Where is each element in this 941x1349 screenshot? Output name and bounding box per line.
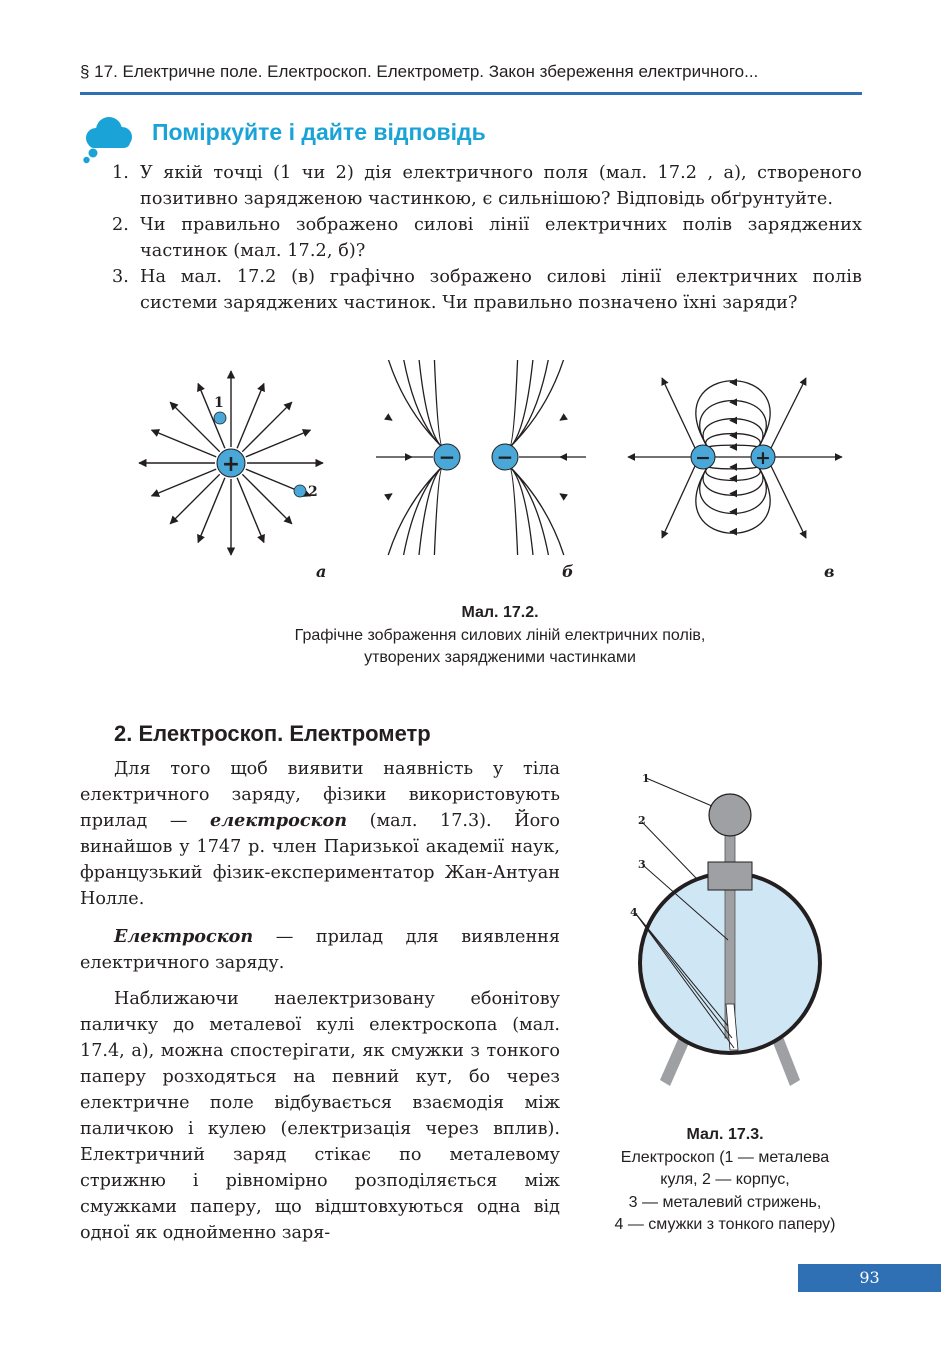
section-title: 2. Електроскоп. Електрометр xyxy=(114,721,431,746)
term-emphasis: Електроскоп xyxy=(114,926,254,947)
label-1: 1 xyxy=(642,772,650,785)
figure-letter-a: а xyxy=(316,562,327,581)
field-line xyxy=(242,402,291,451)
field-line xyxy=(509,466,518,555)
page-number: 93 xyxy=(798,1264,941,1292)
question-list xyxy=(112,160,862,316)
question-text: На мал. 17.2 (в) графічно зображено силові лінії електричних полів системи заряджених частинок. Чи правильно позначено їхні заряди? xyxy=(140,267,862,313)
field-line xyxy=(237,478,264,543)
charge-sign: − xyxy=(438,445,456,469)
field-line xyxy=(170,474,219,523)
label-2: 2 xyxy=(638,814,646,827)
term-emphasis: електроскоп xyxy=(210,810,347,831)
running-head: § 17. Електричне поле. Електроскоп. Електрометр. Закон збереження електричного... xyxy=(80,62,759,81)
field-line xyxy=(509,360,518,448)
field-line xyxy=(152,430,217,457)
point-1-marker xyxy=(214,412,226,424)
field-arrow xyxy=(560,417,565,420)
question-text: Чи правильно зображено силові лінії електричних полів заряджених частинок (мал. 17.2, б)? xyxy=(140,215,862,261)
field-line xyxy=(434,360,443,448)
charge-sign: + xyxy=(755,447,771,469)
charge-negative-b-right xyxy=(492,444,518,470)
point-2-label: 2 xyxy=(308,484,318,500)
caption-line: куля, 2 — корпус, xyxy=(660,1171,790,1188)
diagram-c-dipole xyxy=(628,378,842,538)
field-line xyxy=(237,384,264,449)
paragraph-text: Наближаючи наелектризовану ебонітову паличку до металевої кулі електроскопа (мал. 17.4, а), можна спостерігати, як смужки з тонкого паперу розходяться на певний кут, бо через електричне поле відбувається взаємодія між паличкою і кулею (електризація через вплив). Електричний заряд стікає по металевому стрижню і рівномірно розподіляється між смужками паперу, що відштовхуються одна від одної як однойменно заря- xyxy=(80,989,560,1243)
question-item xyxy=(112,212,862,264)
field-line xyxy=(170,402,219,451)
think-box-title: Поміркуйте і дайте відповідь xyxy=(152,119,486,145)
question-number: 3. xyxy=(112,267,129,287)
caption-line: Графічне зображення силових ліній електричних полів, xyxy=(294,626,706,644)
question-item xyxy=(112,160,862,212)
figure-17-3-electroscope xyxy=(630,768,830,1090)
charge-negative-c xyxy=(691,445,715,469)
caption-line: 4 — смужки з тонкого паперу) xyxy=(614,1216,836,1233)
caption-line: 3 — металевий стрижень, xyxy=(628,1193,822,1211)
question-text: У якій точці (1 чи 2) дія електричного поля (мал. 17.2 , а), створеного позитивно зарядженою частинкою, є сильнішою? Відповідь обґрунтуйте. xyxy=(140,163,862,209)
question-number: 2. xyxy=(112,215,129,235)
charge-sign: + xyxy=(221,452,241,477)
charge-sign: − xyxy=(695,447,711,469)
field-line xyxy=(246,430,311,457)
charge-positive-a xyxy=(217,449,245,477)
paragraph-text: Для того щоб виявити наявність у тіла електричного заряду, фізики використовують прилад — електроскоп (мал. 17.3). Його винайшов у 1747 р. член Паризької академії наук, французький фізик-експериментатор Жан-Антуан Нолле. xyxy=(80,759,560,909)
field-line xyxy=(662,466,695,538)
charge-sign: − xyxy=(496,445,514,469)
point-2-marker xyxy=(294,485,306,497)
header-rule xyxy=(80,92,862,95)
question-number: 1. xyxy=(112,163,129,183)
figure-letter-v: в xyxy=(824,562,835,581)
figure-letter-b: б xyxy=(562,562,574,581)
field-arrow xyxy=(560,494,565,497)
electroscope-ball xyxy=(709,794,751,836)
definition-text: Електроскоп — прилад для виявлення електричного заряду. xyxy=(80,926,560,973)
definition-block xyxy=(80,924,560,976)
electroscope-collar xyxy=(708,862,752,890)
question-item xyxy=(112,264,862,316)
field-line xyxy=(242,474,291,523)
field-arrow xyxy=(387,494,392,497)
field-line xyxy=(152,469,217,496)
field-line xyxy=(198,478,225,543)
field-line xyxy=(696,381,770,449)
field-line xyxy=(696,465,770,533)
figure-17-2-caption xyxy=(200,602,800,670)
field-line xyxy=(771,378,806,448)
paragraph-intro xyxy=(80,756,560,912)
label-4: 4 xyxy=(630,906,638,919)
figure-17-2-diagrams xyxy=(136,360,846,560)
thought-cloud-icon xyxy=(82,116,134,164)
field-arrow xyxy=(387,417,392,420)
diagram-b-two-negative-charges xyxy=(376,360,586,555)
charge-positive-c xyxy=(751,445,775,469)
field-line xyxy=(662,378,695,448)
caption-title: Мал. 17.2. xyxy=(461,604,539,621)
point-1-label: 1 xyxy=(214,395,224,411)
caption-line: утворених зарядженими частинками xyxy=(364,649,636,666)
label-3: 3 xyxy=(638,858,646,871)
field-line xyxy=(771,466,806,538)
field-line xyxy=(434,466,443,555)
figure-17-3-caption xyxy=(590,1124,860,1237)
charge-negative-b-left xyxy=(434,444,460,470)
paragraph-observation xyxy=(80,986,560,1246)
caption-line: Електроскоп (1 — металева xyxy=(620,1148,830,1166)
caption-title: Мал. 17.3. xyxy=(686,1126,764,1143)
